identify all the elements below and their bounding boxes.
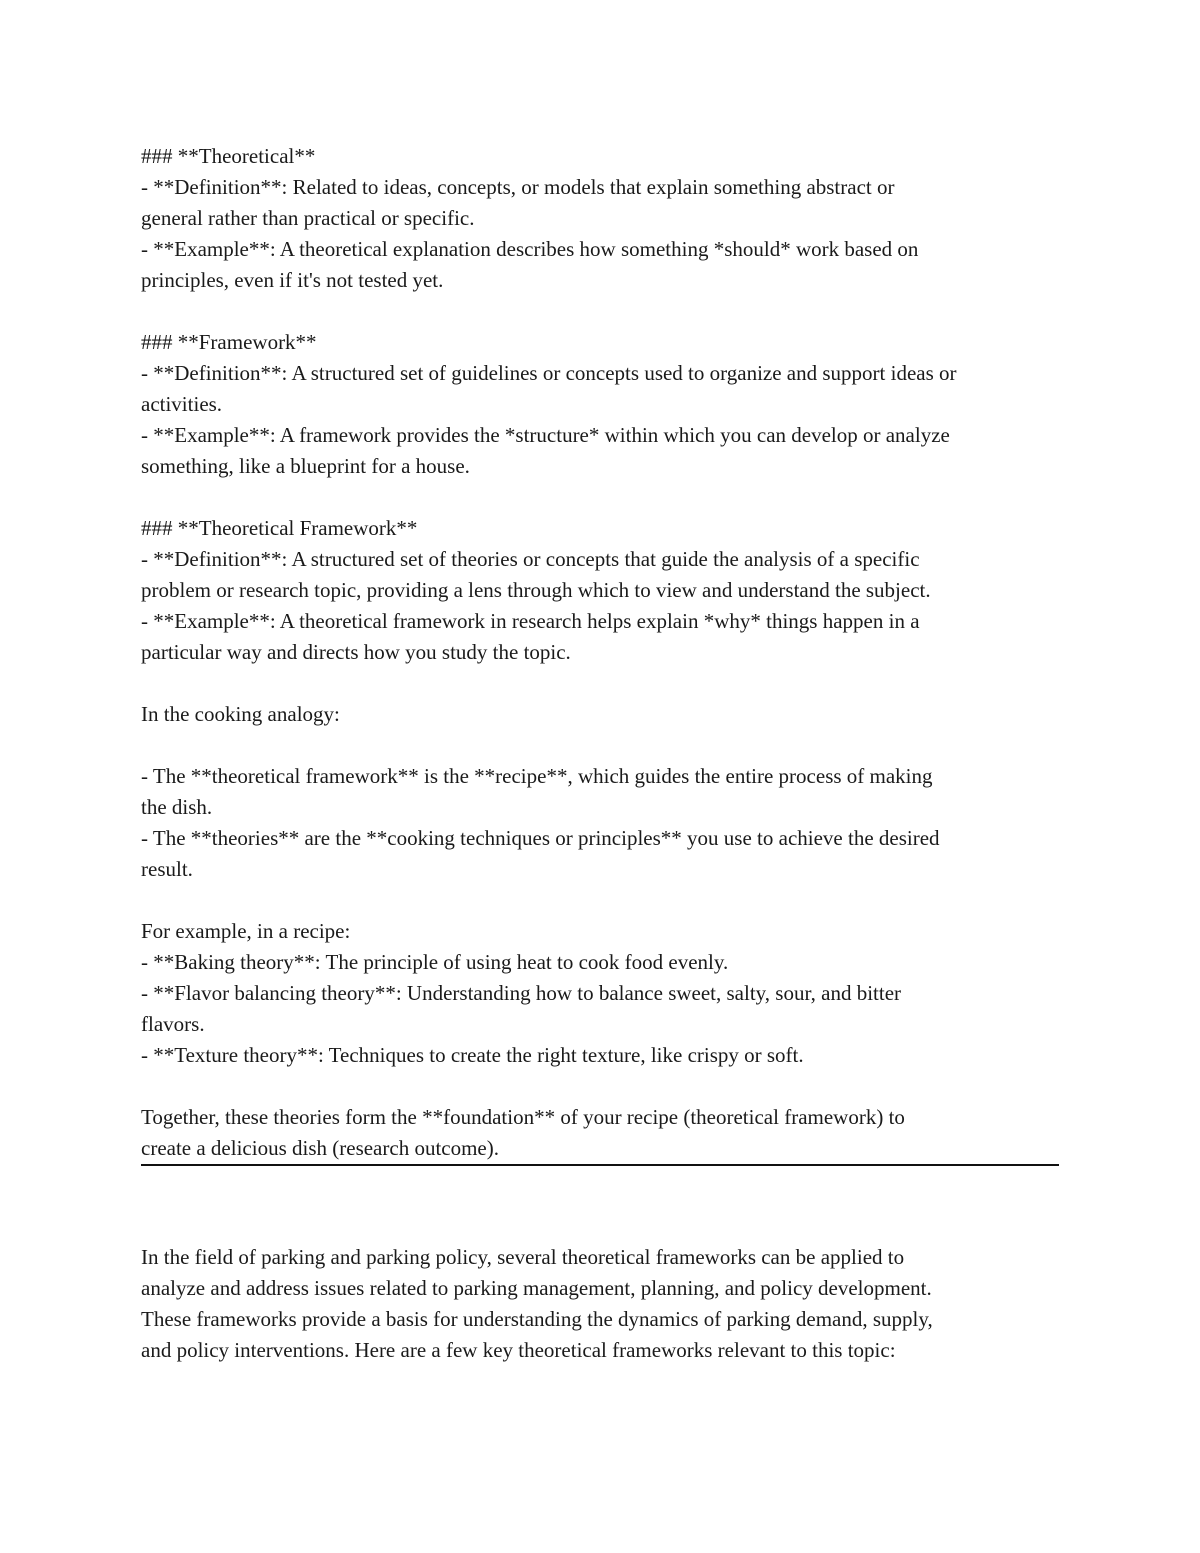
heading-framework: ### **Framework** [141, 330, 317, 354]
section-recipe-example [141, 916, 1061, 1071]
text-line: In the cooking analogy: [141, 702, 340, 726]
text-line: create a delicious dish (research outcome). [141, 1136, 499, 1160]
section-framework [141, 327, 1061, 482]
text-line: and policy interventions. Here are a few key theoretical frameworks relevant to this topic: [141, 1338, 896, 1362]
section-theoretical-framework [141, 513, 1061, 668]
text-line: problem or research topic, providing a lens through which to view and understand the subject. [141, 578, 931, 602]
section-cooking-analogy-intro [141, 699, 1061, 730]
text-line: - **Definition**: Related to ideas, concepts, or models that explain something abstract or [141, 175, 895, 199]
paragraph-gap [141, 296, 1061, 327]
text-line: - The **theoretical framework** is the **recipe**, which guides the entire process of making [141, 764, 933, 788]
paragraph-gap [141, 1166, 1061, 1242]
text-line: - **Baking theory**: The principle of using heat to cook food evenly. [141, 950, 729, 974]
text-line: flavors. [141, 1012, 205, 1036]
paragraph-gap [141, 1071, 1061, 1102]
text-line: For example, in a recipe: [141, 919, 351, 943]
text-line: - **Example**: A framework provides the *structure* within which you can develop or analyze [141, 423, 950, 447]
text-line: In the field of parking and parking policy, several theoretical frameworks can be applied to [141, 1245, 905, 1269]
text-line: analyze and address issues related to parking management, planning, and policy development. [141, 1276, 932, 1300]
text-line: - **Example**: A theoretical explanation describes how something *should* work based on [141, 237, 919, 261]
paragraph-gap [141, 885, 1061, 916]
paragraph-gap [141, 730, 1061, 761]
section-theoretical [141, 141, 1061, 296]
text-line: - **Definition**: A structured set of guidelines or concepts used to organize and support ideas or [141, 361, 957, 385]
text-line: the dish. [141, 795, 213, 819]
section-parking-intro [141, 1242, 1061, 1366]
section-cooking-analogy-list [141, 761, 1061, 885]
text-line: particular way and directs how you study the topic. [141, 640, 571, 664]
text-line: general rather than practical or specific. [141, 206, 475, 230]
paragraph-gap [141, 668, 1061, 699]
text-line: - **Flavor balancing theory**: Understanding how to balance sweet, salty, sour, and bitter [141, 981, 902, 1005]
text-line: activities. [141, 392, 223, 416]
text-line: - The **theories** are the **cooking techniques or principles** you use to achieve the desired [141, 826, 940, 850]
document-page [141, 141, 1061, 1366]
text-line: principles, even if it's not tested yet. [141, 268, 444, 292]
paragraph-gap [141, 482, 1061, 513]
text-line: These frameworks provide a basis for understanding the dynamics of parking demand, supply, [141, 1307, 933, 1331]
text-line: something, like a blueprint for a house. [141, 454, 470, 478]
heading-theoretical: ### **Theoretical** [141, 144, 316, 168]
text-line: - **Texture theory**: Techniques to create the right texture, like crispy or soft. [141, 1043, 804, 1067]
text-line: Together, these theories form the **foundation** of your recipe (theoretical framework) to [141, 1105, 905, 1129]
text-line: - **Example**: A theoretical framework in research helps explain *why* things happen in a [141, 609, 920, 633]
text-line: - **Definition**: A structured set of theories or concepts that guide the analysis of a specific [141, 547, 920, 571]
section-together [141, 1102, 1061, 1164]
text-line: result. [141, 857, 193, 881]
heading-theoretical-framework: ### **Theoretical Framework** [141, 516, 418, 540]
